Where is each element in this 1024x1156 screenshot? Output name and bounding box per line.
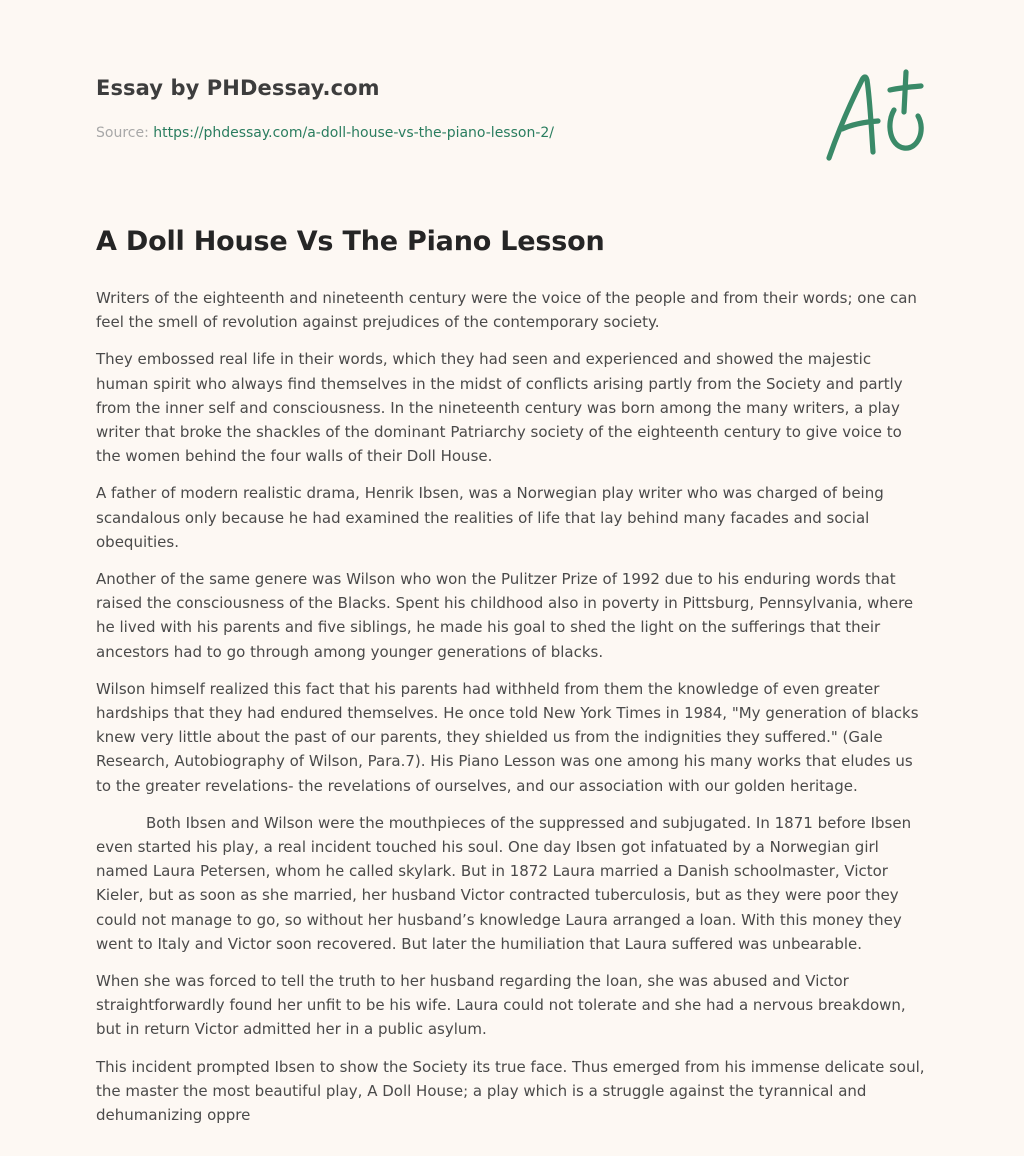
source-link[interactable]: https://phdessay.com/a-doll-house-vs-the-piano-lesson-2/ <box>153 125 555 141</box>
essay-paragraph: This incident prompted Ibsen to show the Society its true face. Thus emerged from his immense delicate soul, the master the most beautiful play, A Doll House; a play which is a struggle against the tyrannical and dehumanizing oppre <box>96 1057 925 1125</box>
a-plus-grade-icon <box>818 66 930 166</box>
source-label: Source: <box>96 125 149 141</box>
essay-header <box>96 76 796 141</box>
essay-paragraph: They embossed real life in their words, which they had seen and experienced and showed the majestic human spirit who always find themselves in the midst of conflicts arising partly from the Society and partly from the inner self and consciousness. In the nineteenth century was born among the many writers, a play writer that broke the shackles of the dominant Patriarchy society of the eighteenth century to give voice to the women behind the four walls of their Doll House. <box>96 350 903 466</box>
essay-paragraph: Another of the same genere was Wilson who won the Pulitzer Prize of 1992 due to his enduring words that raised the consciousness of the Blacks. Spent his childhood also in poverty in Pittsburg, Pennsylvania, where he lived with his parents and five siblings, he made his goal to shed the light on the sufferings that their ancestors had to go through among younger generations of blacks. <box>96 570 914 661</box>
source-line <box>96 125 796 141</box>
brand-title: Essay by PHDessay.com <box>96 76 380 100</box>
essay-paragraph: When she was forced to tell the truth to her husband regarding the loan, she was abused and Victor straightforwardly found her unfit to be his wife. Laura could not tolerate and she had a nervous breakdown, but in return Victor admitted her in a public asylum. <box>96 972 906 1039</box>
essay-body <box>96 286 928 1140</box>
essay-title: A Doll House Vs The Piano Lesson <box>96 226 605 257</box>
essay-paragraph: Wilson himself realized this fact that his parents had withheld from them the knowledge of even greater hardships that they had endured themselves. He once told New York Times in 1984, "My generation of blacks knew very little about the past of our parents, they shielded us from the indignities they suffered." (Gale Research, Autobiography of Wilson, Para.7). His Piano Lesson was one among his many works that eludes us to the greater revelations- the revelations of ourselves, and our association with our golden heritage. <box>96 679 919 795</box>
essay-paragraph: A father of modern realistic drama, Henrik Ibsen, was a Norwegian play writer who was charged of being scandalous only because he had examined the realities of life that lay behind many facades and social obequities. <box>96 484 884 551</box>
essay-paragraph: Both Ibsen and Wilson were the mouthpieces of the suppressed and subjugated. In 1871 before Ibsen even started his play, a real incident touched his soul. One day Ibsen got infatuated by a Norwegian girl named Laura Petersen, whom he called skylark. But in 1872 Laura married a Danish schoolmaster, Victor Kieler, but as soon as she married, her husband Victor contracted tuberculosis, but as they were poor they could not manage to go, so without her husband’s knowledge Laura arranged a loan. With this money they went to Italy and Victor soon recovered. But later the humiliation that Laura suffered was unbearable. <box>96 813 912 953</box>
essay-paragraph: Writers of the eighteenth and nineteenth century were the voice of the people and from their words; one can feel the smell of revolution against prejudices of the contemporary society. <box>96 289 917 332</box>
